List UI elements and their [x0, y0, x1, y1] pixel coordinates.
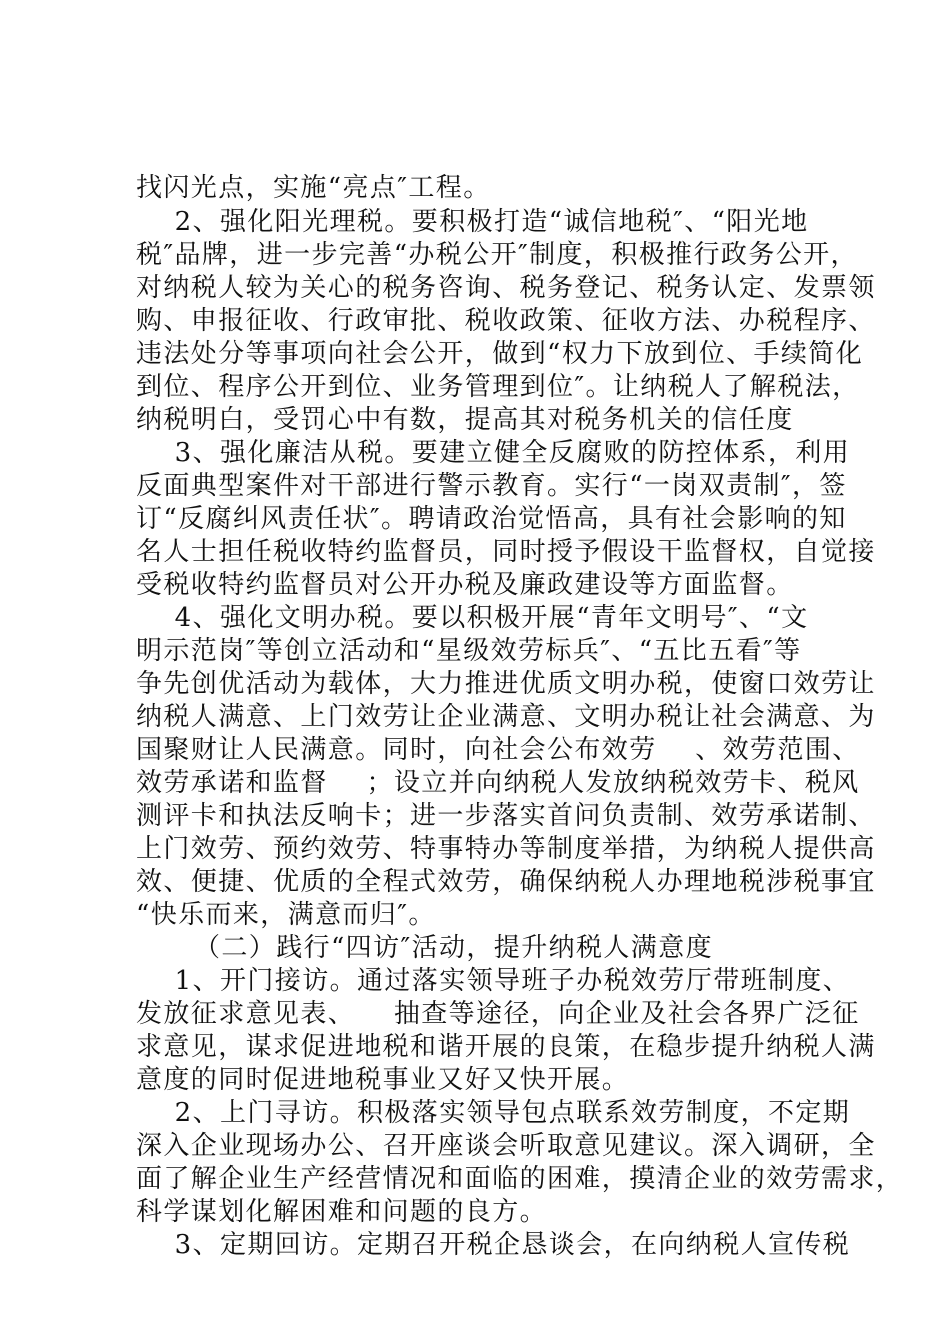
- text-line: 违法处分等事项向社会公开，做到“权力下放到位、手续简化: [136, 339, 864, 369]
- text-line: 测评卡和执法反响卡；进一步落实首问负责制、效劳承诺制、: [136, 801, 876, 831]
- text-line: 3、强化廉洁从税。要建立健全反腐败的防控体系，利用: [136, 438, 851, 468]
- text-line: 效劳承诺和监督 ；设立并向纳税人发放纳税效劳卡、税风: [136, 768, 860, 798]
- text-line: 纳税人满意、上门效劳让企业满意、文明办税让社会满意、为: [136, 702, 876, 732]
- text-line: 科学谋划化解困难和问题的良方。: [136, 1197, 548, 1227]
- text-line: 2、上门寻访。积极落实领导包点联系效劳制度，不定期: [136, 1098, 851, 1128]
- text-line: “快乐而来，满意而归″。: [136, 900, 436, 930]
- text-line: 纳税明白，受罚心中有数，提高其对税务机关的信任度: [136, 405, 794, 435]
- text-line: 受税收特约监督员对公开办税及廉政建设等方面监督。: [136, 570, 794, 600]
- text-line: 3、定期回访。定期召开税企恳谈会，在向纳税人宣传税: [136, 1230, 851, 1260]
- text-line: 求意见，谋求促进地税和谐开展的良策，在稳步提升纳税人满: [136, 1032, 876, 1062]
- text-line: 对纳税人较为关心的税务咨询、税务登记、税务认定、发票领: [136, 273, 876, 303]
- text-line: 1、开门接访。通过落实领导班子办税效劳厅带班制度、: [136, 966, 851, 996]
- section-heading: （二）践行“四访″活动，提升纳税人满意度: [136, 933, 713, 963]
- text-line: 反面典型案件对干部进行警示教育。实行“一岗双责制″，签: [136, 471, 847, 501]
- text-line: 购、申报征收、行政审批、税收政策、征收方法、办税程序、: [136, 306, 876, 336]
- text-line: 找闪光点，实施“亮点″工程。: [136, 173, 491, 203]
- text-line: 面了解企业生产经营情况和面临的困难，摸清企业的效劳需求，: [136, 1164, 904, 1194]
- text-line: 发放征求意见表、 抽查等途径，向企业及社会各界广泛征: [136, 999, 860, 1029]
- text-line: 税″品牌，进一步完善“办税公开″制度，积极推行政务公开，: [136, 240, 858, 270]
- text-line: 4、强化文明办税。要以积极开展“青年文明号″、“文: [136, 603, 809, 633]
- text-line: 名人士担任税收特约监督员，同时授予假设干监督权，自觉接: [136, 537, 876, 567]
- text-line: 明示范岗″等创立活动和“星级效劳标兵″、“五比五看″等: [136, 636, 802, 666]
- text-line: 2、强化阳光理税。要积极打造“诚信地税″、“阳光地: [136, 207, 809, 237]
- text-line: 意度的同时促进地税事业又好又快开展。: [136, 1065, 630, 1095]
- text-line: 国聚财让人民满意。同时，向社会公布效劳 、效劳范围、: [136, 735, 860, 765]
- text-line: 上门效劳、预约效劳、特事特办等制度举措，为纳税人提供高: [136, 834, 876, 864]
- text-line: 订“反腐纠风责任状″。聘请政治觉悟高，具有社会影响的知: [136, 504, 847, 534]
- text-line: 争先创优活动为载体，大力推进优质文明办税，使窗口效劳让: [136, 669, 876, 699]
- text-line: 到位、程序公开到位、业务管理到位″。让纳税人了解税法，: [136, 372, 860, 402]
- text-line: 效、便捷、优质的全程式效劳，确保纳税人办理地税涉税事宜: [136, 867, 876, 897]
- text-line: 深入企业现场办公、召开座谈会听取意见建议。深入调研，全: [136, 1131, 876, 1161]
